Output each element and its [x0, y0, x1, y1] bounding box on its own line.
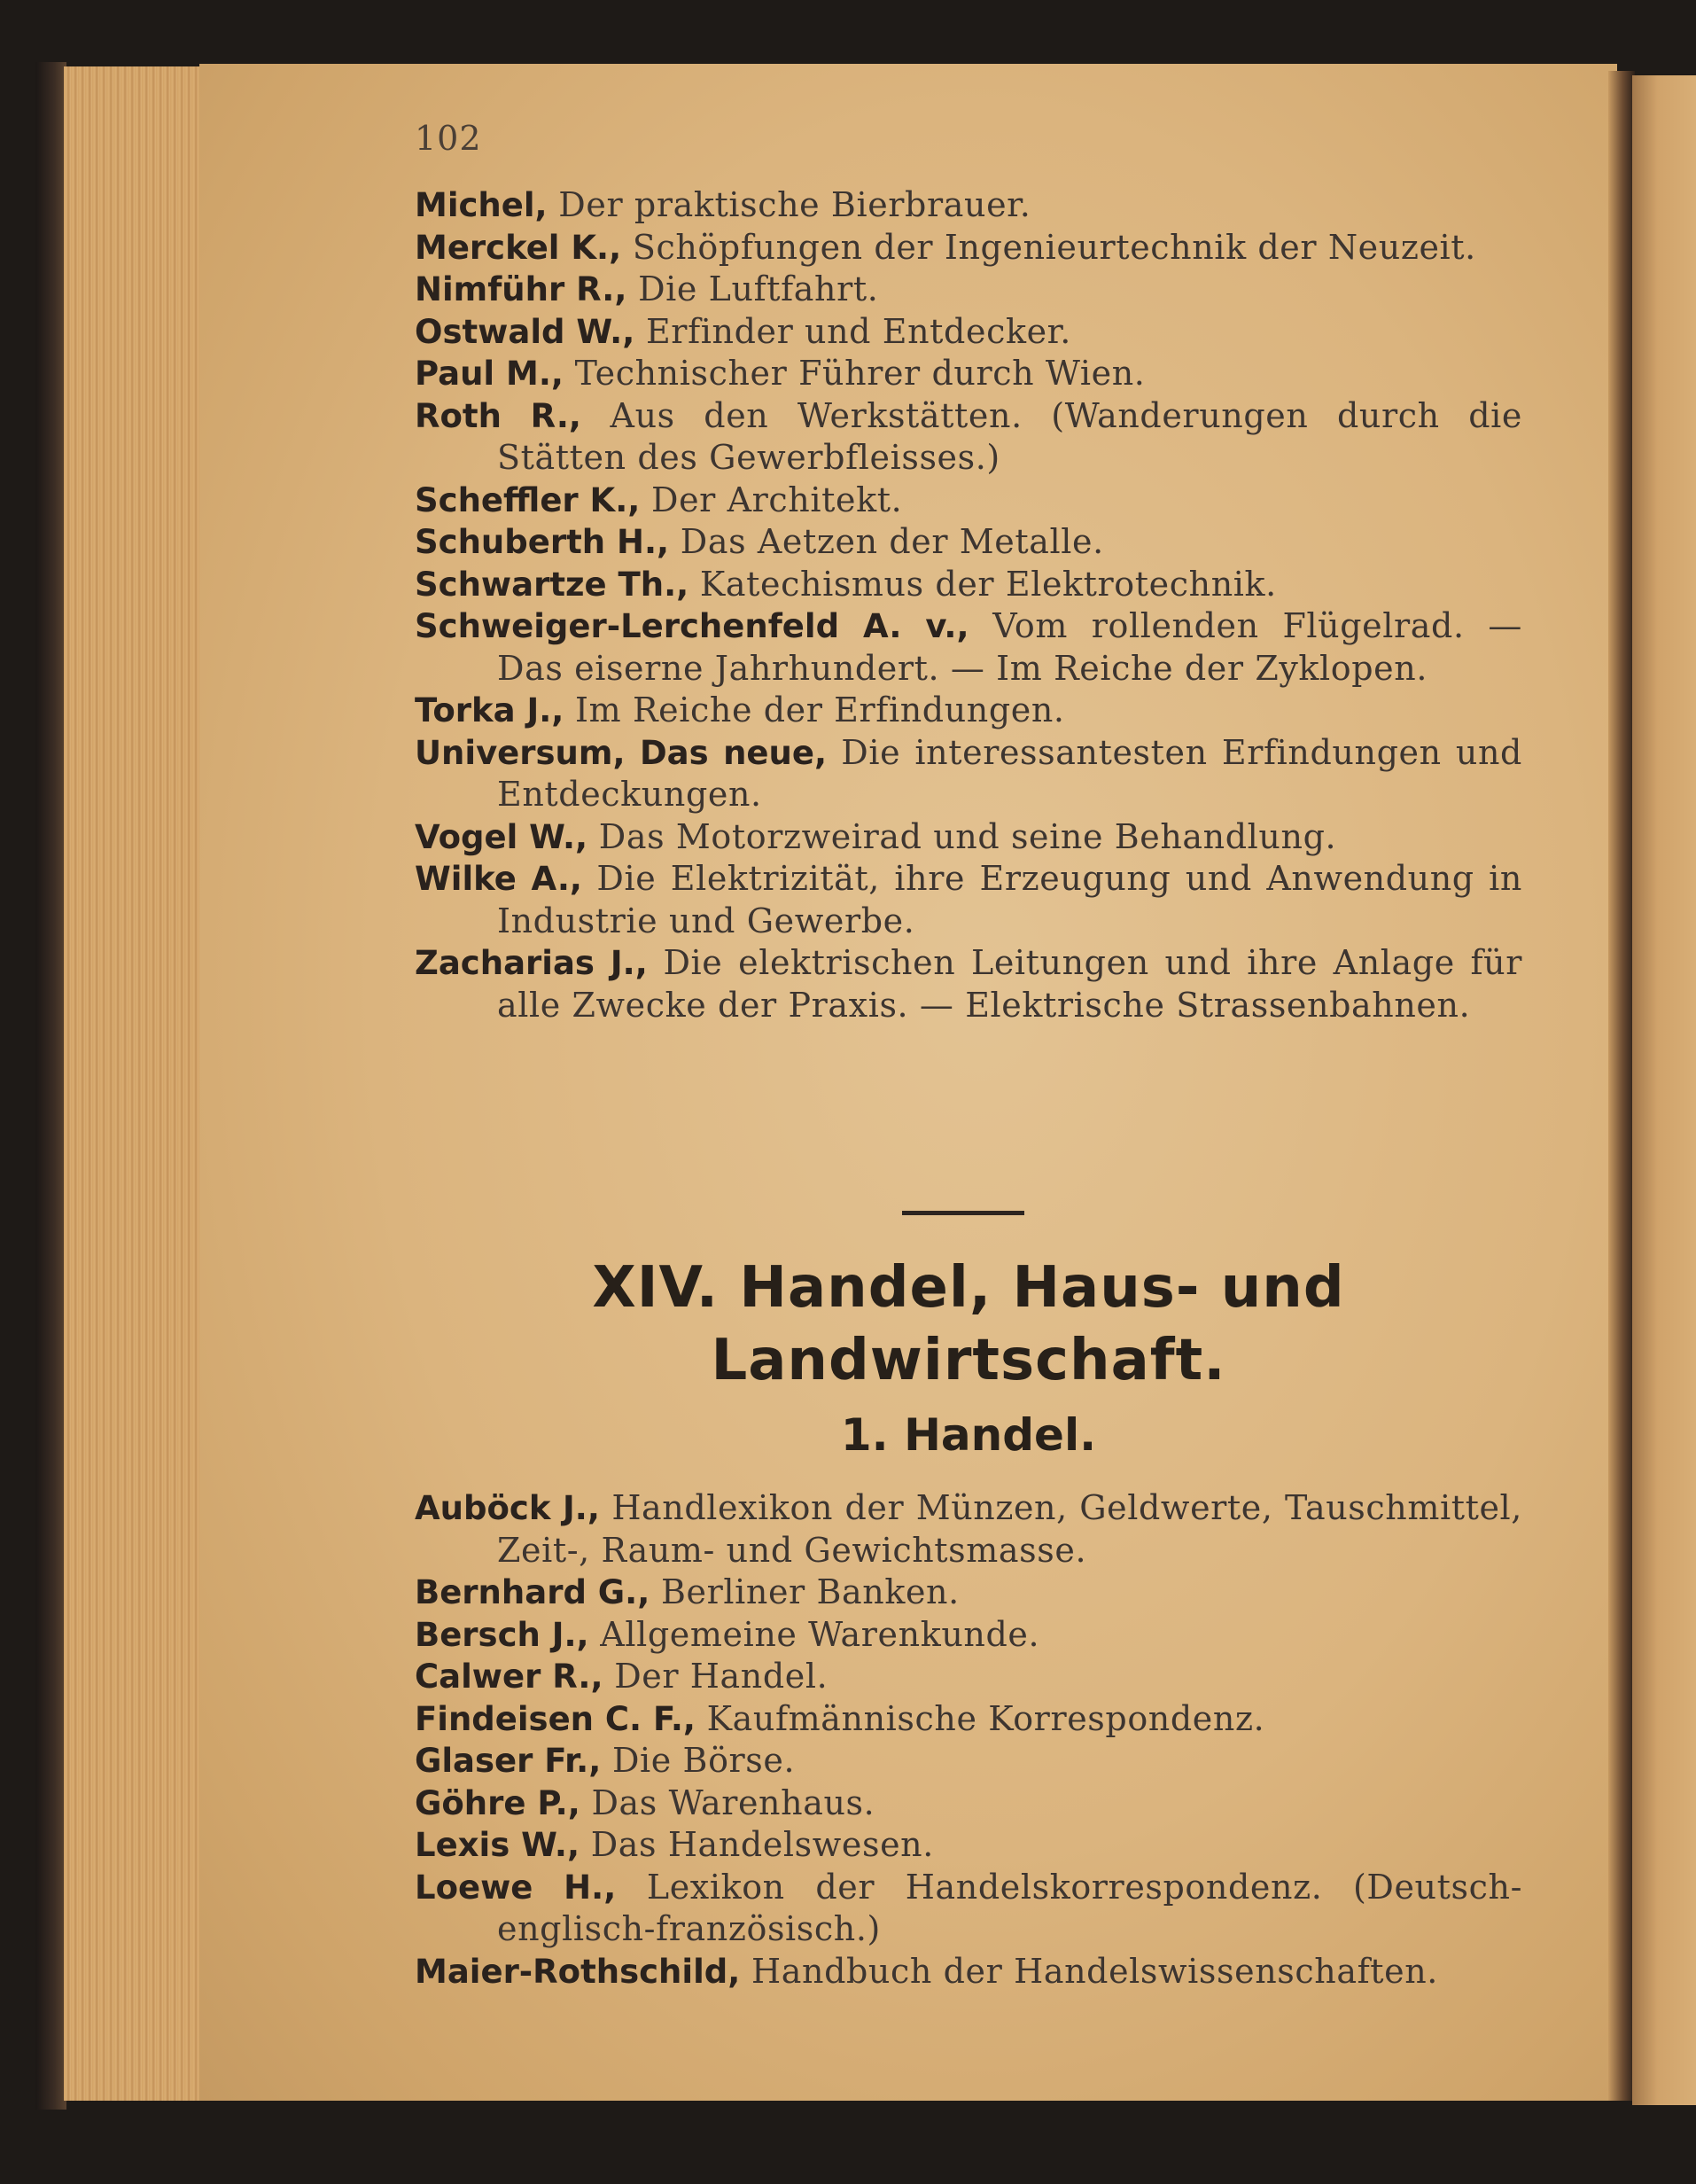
entry-title: Die interessantesten Erfindungen und Entdeckungen.: [497, 732, 1522, 814]
bibliography-entry: [415, 1487, 1522, 1572]
entry-author: Schweiger-Lerchenfeld A. v.,: [415, 607, 969, 645]
entry-author: Ostwald W.,: [415, 312, 635, 351]
section-heading: XIV. Handel, Haus- und Landwirtschaft.: [592, 1255, 1345, 1393]
entry-title: Berliner Banken.: [660, 1572, 960, 1611]
entry-author: Findeisen C. F.,: [415, 1699, 696, 1738]
entry-title: Kaufmännische Korrespondenz.: [706, 1698, 1265, 1738]
bibliography-entry: [415, 395, 1522, 480]
entry-title: Die elektrischen Leitungen und ihre Anlage für alle Zwecke der Praxis. — Elektrische Strassenbahnen.: [497, 943, 1523, 1025]
bibliography-entry: [415, 605, 1522, 690]
entry-author: Paul M.,: [415, 355, 564, 393]
bibliography-entry: [415, 1614, 1522, 1657]
bibliography-entry: [415, 564, 1522, 606]
entry-author: Calwer R.,: [415, 1658, 603, 1696]
book-gutter: [1608, 71, 1635, 2101]
bibliography-entry: [415, 858, 1522, 942]
bibliography-entry: [415, 1740, 1522, 1782]
entry-author: Lexis W.,: [415, 1826, 580, 1864]
bibliography-entry: [415, 690, 1522, 732]
bibliography-entry: [415, 269, 1522, 311]
entry-author: Schuberth H.,: [415, 523, 670, 561]
entry-title: Die Luftfahrt.: [638, 269, 879, 308]
entry-title: Die Elektrizität, ihre Erzeugung und Anwendung in Industrie und Gewerbe.: [497, 859, 1522, 940]
entry-author: Vogel W.,: [415, 817, 588, 856]
entry-title: Schöpfungen der Ingenieurtechnik der Neuzeit.: [632, 227, 1476, 267]
bibliography-entry: [415, 480, 1522, 522]
entry-author: Roth R.,: [415, 396, 581, 435]
entry-author: Bernhard G.,: [415, 1573, 650, 1611]
entry-title: Die Börse.: [611, 1741, 796, 1780]
bibliography-entry: [415, 184, 1522, 227]
entry-author: Maier-Rothschild,: [415, 1952, 741, 1991]
section-divider: [902, 1211, 1024, 1215]
entry-title: Das Aetzen der Metalle.: [680, 522, 1104, 561]
bibliography-entry: [415, 521, 1522, 564]
bibliography-list-technik: [415, 184, 1522, 1026]
entry-author: Loewe H.,: [415, 1868, 617, 1907]
bibliography-entry: [415, 1824, 1522, 1867]
subsection-heading: 1. Handel.: [840, 1409, 1097, 1461]
bibliography-entry: [415, 353, 1522, 395]
entry-author: Schwartze Th.,: [415, 565, 689, 604]
entry-title: Technischer Führer durch Wien.: [574, 354, 1146, 393]
entry-author: Wilke A.,: [415, 860, 582, 898]
book-cover-edge: [35, 62, 66, 2110]
entry-title: Das Warenhaus.: [591, 1782, 875, 1822]
entry-title: Allgemeine Warenkunde.: [600, 1614, 1040, 1654]
bibliography-entry: [415, 732, 1522, 816]
entry-author: Torka J.,: [415, 691, 564, 729]
bibliography-entry: [415, 816, 1522, 859]
entry-author: Zacharias J.,: [415, 944, 648, 982]
entry-title: Erfinder und Entdecker.: [645, 311, 1071, 351]
entry-title: Handbuch der Handelswissenschaften.: [751, 1951, 1438, 1991]
bibliography-entry: [415, 1867, 1522, 1951]
entry-title: Der Architekt.: [651, 480, 903, 519]
bibliography-entry: [415, 1656, 1522, 1698]
entry-author: Universum, Das neue,: [415, 733, 828, 772]
page-number: 102: [415, 119, 482, 158]
entry-title: Vom rollenden Flügelrad. — Das eiserne Jahrhundert. — Im Reiche der Zyklopen.: [497, 606, 1522, 688]
entry-title: Das Motorzweirad und seine Behandlung.: [598, 816, 1337, 856]
entry-author: Nimführ R.,: [415, 270, 627, 308]
entry-title: Der praktische Bierbrauer.: [558, 185, 1031, 224]
entry-author: Merckel K.,: [415, 228, 622, 267]
entry-title: Der Handel.: [614, 1657, 829, 1696]
entry-author: Auböck J.,: [415, 1489, 600, 1527]
entry-title: Das Handelswesen.: [590, 1825, 934, 1864]
entry-title: Aus den Werkstätten. (Wanderungen durch die Stätten des Gewerbfleisses.): [497, 395, 1523, 477]
entry-author: Michel,: [415, 186, 548, 224]
entry-title: Lexikon der Handelskorrespondenz. (Deutsch-englisch-französisch.): [497, 1867, 1523, 1948]
entry-title: Im Reiche der Erfindungen.: [575, 690, 1065, 729]
bibliography-entry: [415, 1782, 1522, 1825]
bibliography-entry: [415, 942, 1522, 1026]
bibliography-entry: [415, 227, 1522, 269]
entry-title: Handlexikon der Münzen, Geldwerte, Tauschmittel, Zeit-, Raum- und Gewichtsmasse.: [497, 1488, 1522, 1570]
bibliography-list-handel: [415, 1487, 1522, 1993]
bibliography-entry: [415, 1698, 1522, 1741]
bibliography-entry: [415, 1572, 1522, 1614]
bibliography-entry: [415, 1951, 1522, 1993]
entry-author: Bersch J.,: [415, 1615, 589, 1654]
entry-author: Göhre P.,: [415, 1783, 580, 1822]
bibliography-entry: [415, 311, 1522, 354]
entry-author: Scheffler K.,: [415, 480, 641, 519]
entry-title: Katechismus der Elektrotechnik.: [699, 564, 1277, 604]
entry-author: Glaser Fr.,: [415, 1742, 602, 1780]
facing-page-edge: [1632, 75, 1696, 2105]
